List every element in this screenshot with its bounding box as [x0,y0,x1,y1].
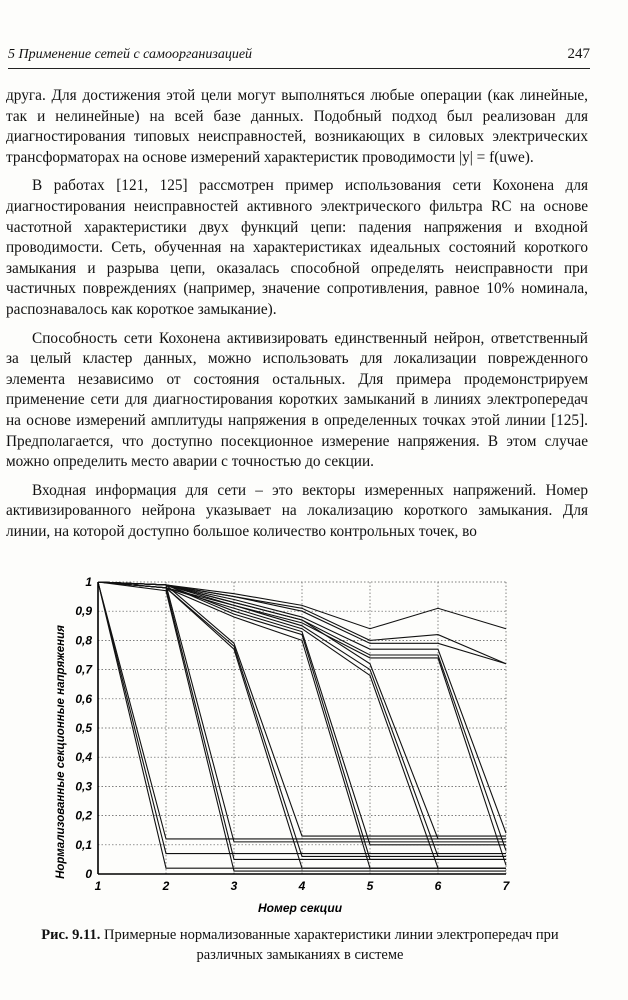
y-tick-label: 0,2 [75,808,92,823]
x-tick-label: 5 [366,879,374,893]
y-tick-label: 0,5 [75,721,92,735]
caption-text: Примерные нормализованные характеристики линии электропередач при различных замыканиях в системе [104,927,559,963]
x-tick-label: 1 [94,879,102,893]
y-tick-label: 0,3 [75,779,92,794]
x-tick-labels [95,879,511,893]
y-tick-label: 0,1 [75,837,92,852]
x-tick-label: 3 [230,879,238,893]
figure-9-11 [52,572,522,922]
y-tick-label: 0,9 [75,604,92,619]
x-tick-label: 7 [502,879,510,893]
caption-label: Рис. 9.11. [41,927,101,943]
x-tick-label: 2 [162,879,170,893]
y-tick-label: 0,6 [75,691,92,706]
y-axis-label: Нормализованные секционные напряжения [55,625,67,879]
y-tick-label: 0 [85,867,92,881]
voltage-chart [52,572,522,922]
y-tick-labels [75,575,93,881]
x-tick-label: 6 [434,879,442,893]
paragraph-4: Входная информация для сети – это векторы измеренных напряжений. Номер активизированного нейрона указывает на локализацию короткого замыкания. Для линии, на которой доступно большое количество контрольных точек, во [6,481,588,540]
paragraph-1: друга. Для достижения этой цели могут выполняться любые операции (как линейные, так и нелинейные) на всей базе данных. Подобный подход был реализован для диагностирования типовых неисправностей, возникающих в силовых электрических трансформаторах на основе измерений характеристик проводимости |y| = f(uwe). [6,87,588,166]
y-tick-label: 0,8 [75,633,92,648]
page-header [8,44,590,69]
x-tick-label: 4 [298,879,306,893]
paragraph-2: В работах [121, 125] рассмотрен пример использования сети Кохонена для диагностирования неисправностей активного электрического фильтра RC на основе частотной характеристики двух функций цепи: падения напряжения и входной проводимости. Сеть, обученная на характеристиках идеальных состояний короткого замыкания и разрыва цепи, оказалась способной определять неисправности при частичных повреждениях (например, значение сопротивления, равное 10% номинала, распознавалось как короткое замыкание). [6,177,588,318]
running-title: 5 Применение сетей с самоорганизацией [8,47,253,62]
page-number: 247 [567,46,590,62]
body-text [6,86,588,550]
y-tick-label: 0,7 [75,662,92,677]
figure-caption [20,925,580,965]
y-tick-label: 1 [85,575,92,589]
paragraph-3: Способность сети Кохонена активизировать единственный нейрон, ответственный за целый кластер данных, можно использовать для локализации поврежденного элемента независимо от состояния остальных. Для примера продемонстрируем применение сети для диагностирования коротких замыканий в линиях электропередач на основе измерений амплитуды напряжения в определенных точках этой линии [125]. Предполагается, что доступно посекционное измерение напряжения. В этом случае можно определить место аварии с точностью до секции. [6,329,588,471]
x-axis-label: Номер секции [257,901,343,915]
y-tick-label: 0,4 [75,750,92,765]
